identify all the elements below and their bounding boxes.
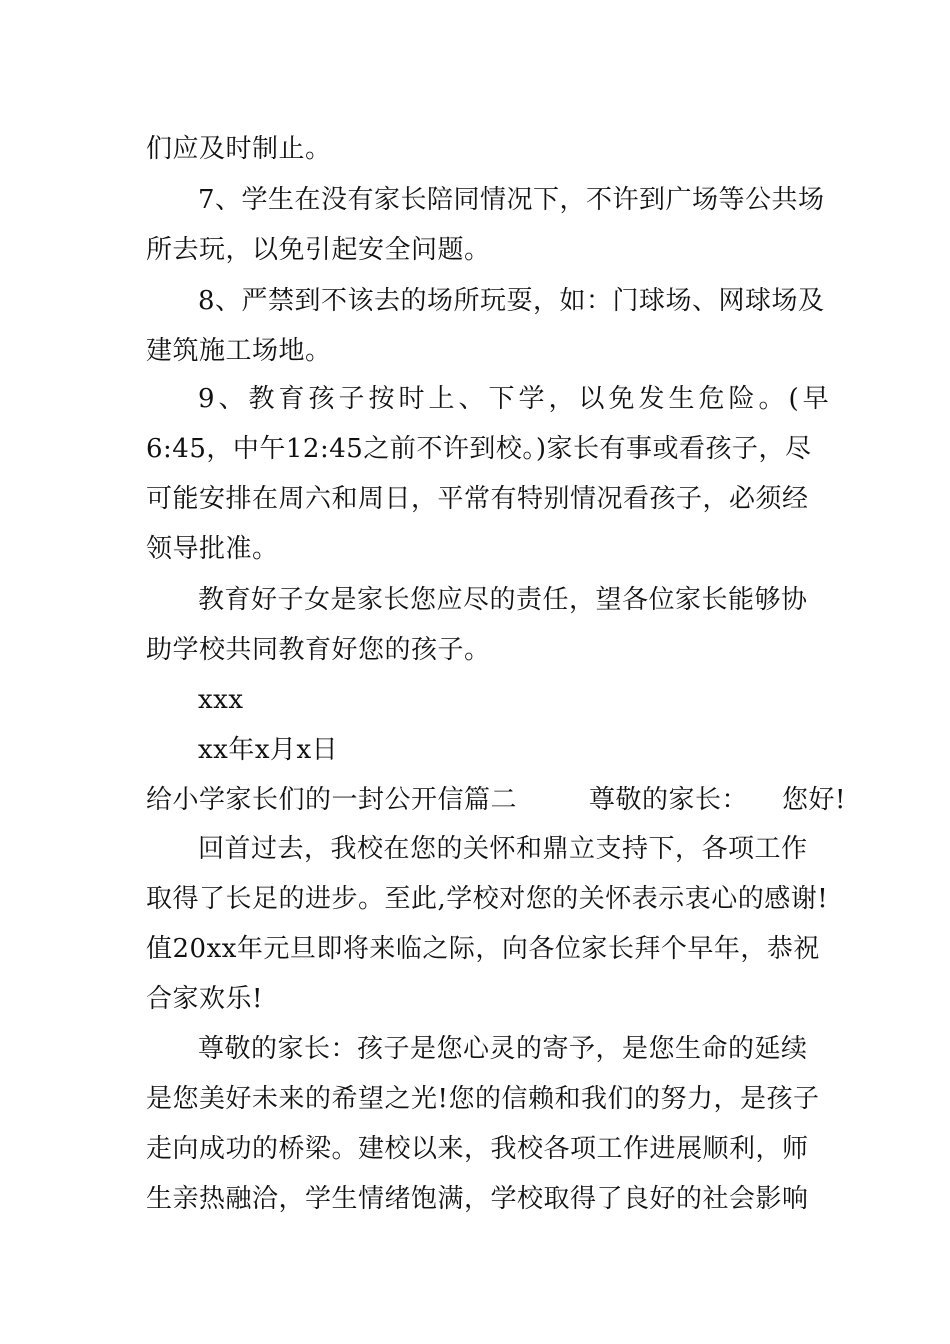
paragraph-line: 尊敬的家长：孩子是您心灵的寄予，是您生命的延续: [198, 1034, 808, 1064]
paragraph-line: 走向成功的桥梁。建校以来，我校各项工作进展顺利，师: [146, 1134, 809, 1164]
salutation: 尊敬的家长：: [589, 785, 749, 815]
paragraph-line: 所去玩，以免引起安全问题。: [146, 235, 491, 265]
signature-date: xx年x月x日: [198, 735, 339, 765]
paragraph-line: 6:45，中午12:45之前不许到校。)家长有事或看孩子，尽: [146, 434, 812, 464]
paragraph-line: 8、严禁到不该去的场所玩耍，如：门球场、网球场及: [198, 286, 825, 316]
paragraph-line: 取得了长足的进步。至此,学校对您的关怀表示衷心的感谢!: [146, 884, 829, 914]
greeting: 您好!: [782, 785, 846, 815]
paragraph-line: 助学校共同教育好您的孩子。: [146, 635, 491, 665]
paragraph-line: 们应及时制止。: [146, 134, 332, 164]
paragraph-line: 是您美好未来的希望之光!您的信赖和我们的努力，是孩子: [146, 1084, 820, 1114]
section-title: 给小学家长们的一封公开信篇二: [146, 785, 518, 815]
signature-name: xxx: [198, 685, 244, 715]
paragraph-line: 9、教育孩子按时上、下学，以免发生危险。(早: [198, 384, 833, 414]
paragraph-line: 建筑施工场地。: [146, 336, 332, 366]
paragraph-line: 7、学生在没有家长陪同情况下，不许到广场等公共场: [198, 185, 825, 215]
paragraph-line: 值20xx年元旦即将来临之际，向各位家长拜个早年，恭祝: [146, 934, 820, 964]
paragraph-line: 生亲热融洽，学生情绪饱满，学校取得了良好的社会影响: [146, 1184, 809, 1214]
paragraph-line: 领导批准。: [146, 534, 279, 564]
paragraph-line: 合家欢乐!: [146, 984, 263, 1014]
paragraph-line: 教育好子女是家长您应尽的责任，望各位家长能够协: [198, 585, 808, 615]
paragraph-line: 回首过去，我校在您的关怀和鼎立支持下，各项工作: [198, 834, 808, 864]
paragraph-line: 可能安排在周六和周日，平常有特别情况看孩子，必须经: [146, 484, 809, 514]
section-heading: [146, 783, 846, 817]
